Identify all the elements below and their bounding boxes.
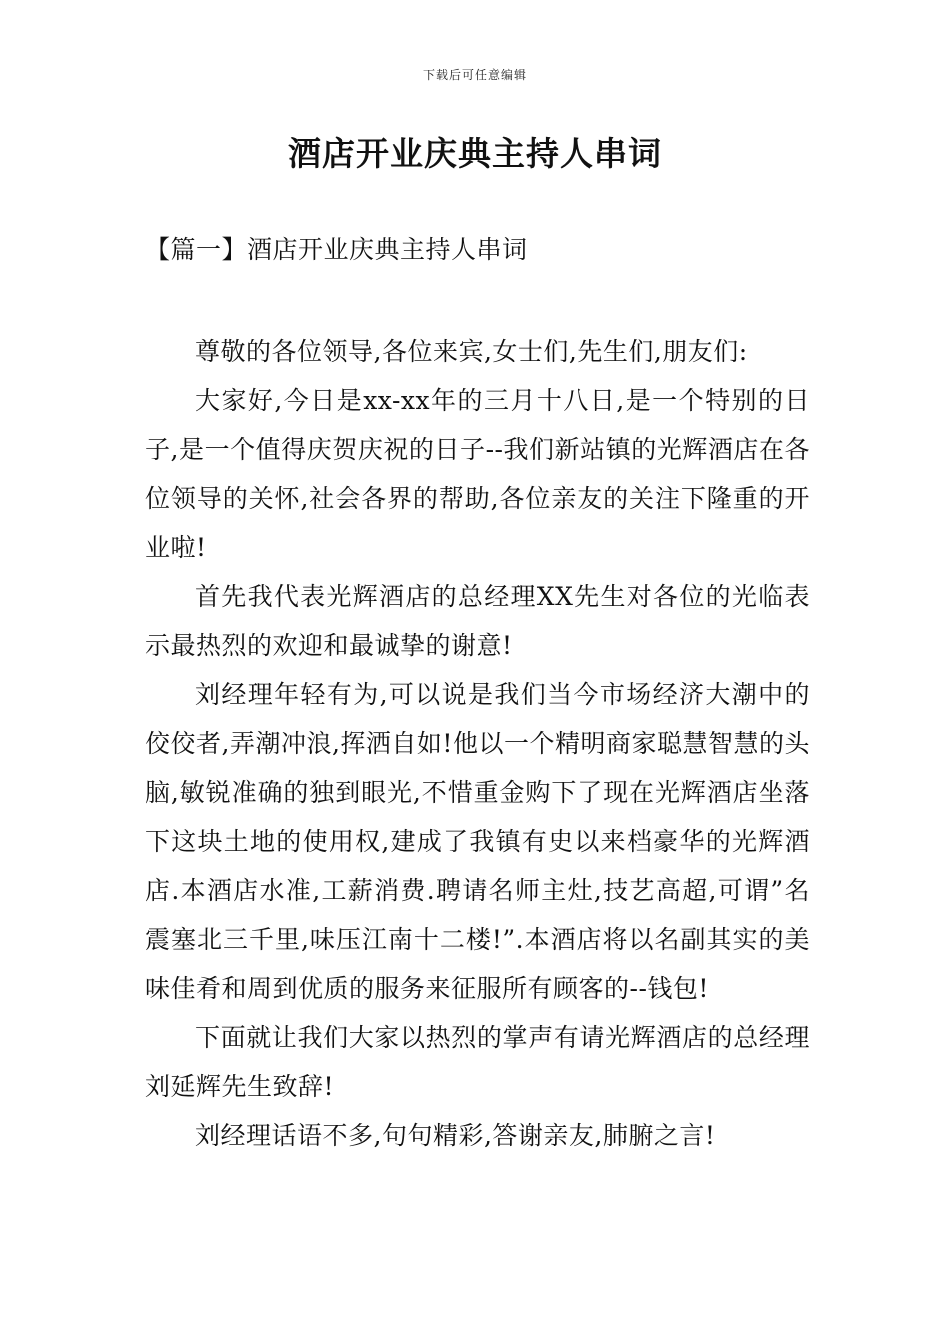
page-title: 酒店开业庆典主持人串词: [288, 134, 662, 173]
paragraph-manager-intro: 刘经理年轻有为,可以说是我们当今市场经济大潮中的佼佼者,弄潮冲浪,挥洒自如!他以一个精明商家聪慧智慧的头脑,敏锐准确的独到眼光,不惜重金购下了现在光辉酒店坐落下这块土地的使用权,建成了我镇有史以来档豪华的光辉酒店.本酒店水准,工薪消费.聘请名师主灶,技艺高超,可谓”名震塞北三千里,味压江南十二楼!”.本酒店将以名副其实的美味佳肴和周到优质的服务来征服所有顾客的--钱包!: [145, 680, 810, 1003]
body-text: [145, 327, 810, 1160]
paragraph-opening: 大家好,今日是xx-xx年的三月十八日,是一个特别的日子,是一个值得庆贺庆祝的日子--我们新站镇的光辉酒店在各位领导的关怀,社会各界的帮助,各位亲友的关注下隆重的开业啦!: [145, 386, 810, 562]
section-heading: 【篇一】酒店开业庆典主持人串词: [145, 235, 528, 264]
paragraph-welcome: 首先我代表光辉酒店的总经理XX先生对各位的光临表示最热烈的欢迎和最诚挚的谢意!: [145, 582, 810, 660]
paragraph-invite-speech: 下面就让我们大家以热烈的掌声有请光辉酒店的总经理刘延辉先生致辞!: [145, 1023, 810, 1101]
paragraph-greeting: 尊敬的各位领导,各位来宾,女士们,先生们,朋友们:: [195, 337, 748, 366]
header-note: 下载后可任意编辑: [422, 68, 527, 82]
paragraph-closing: 刘经理话语不多,句句精彩,答谢亲友,肺腑之言!: [195, 1121, 716, 1150]
